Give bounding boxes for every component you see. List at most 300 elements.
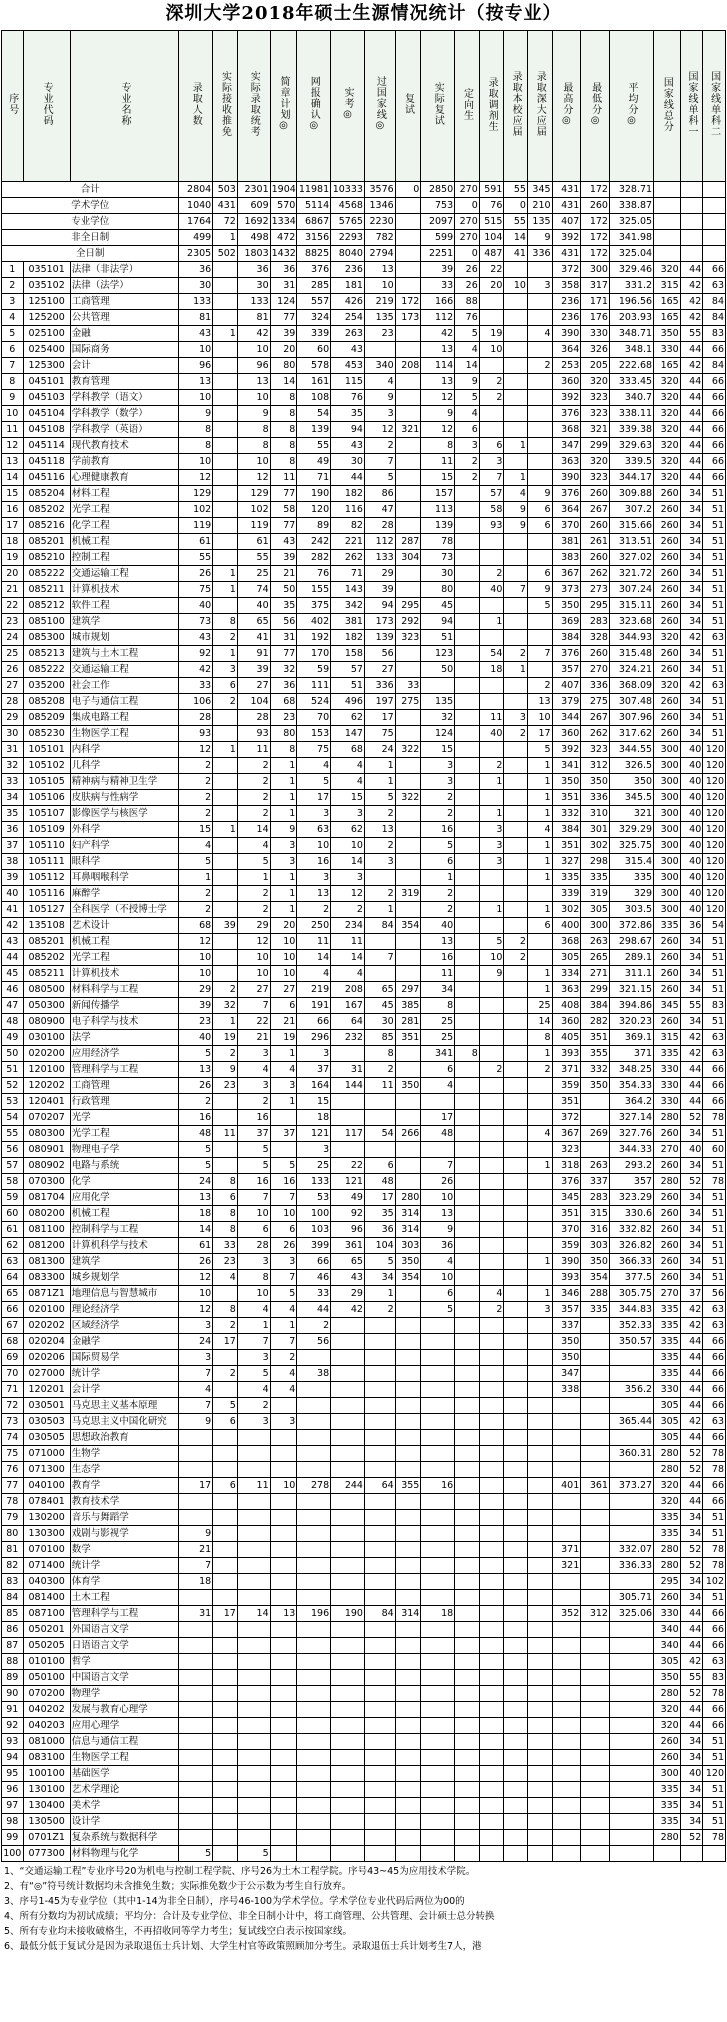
table-cell: 12: [421, 422, 455, 438]
table-cell: 339: [552, 886, 581, 902]
table-cell: [237, 1670, 270, 1686]
table-cell: [395, 1142, 421, 1158]
table-cell: [504, 1110, 528, 1126]
table-cell: [297, 1670, 331, 1686]
table-cell: 11: [237, 742, 270, 758]
table-cell: [213, 1430, 238, 1446]
row-number: 58: [2, 1174, 24, 1190]
table-cell: 44: [680, 374, 703, 390]
table-cell: [527, 1542, 552, 1558]
table-cell: 7: [270, 1334, 297, 1350]
table-cell: 9: [421, 406, 455, 422]
table-cell: [213, 1094, 238, 1110]
table-row: [2, 1766, 726, 1782]
table-cell: [297, 1654, 331, 1670]
table-cell: 58: [479, 502, 504, 518]
summary-cell: 503: [213, 182, 238, 198]
table-cell: 260: [654, 1158, 681, 1174]
table-cell: [455, 790, 480, 806]
table-cell: 298: [581, 854, 610, 870]
table-cell: [364, 1798, 395, 1814]
table-cell: 2: [179, 758, 213, 774]
table-cell: 368: [552, 422, 581, 438]
table-cell: 81: [179, 310, 213, 326]
table-cell: 42: [179, 662, 213, 678]
table-row: [2, 790, 726, 806]
table-cell: 2: [331, 902, 365, 918]
table-cell: 24: [364, 742, 395, 758]
summary-cell: [680, 246, 703, 262]
table-cell: 173: [395, 310, 421, 326]
table-cell: [527, 1622, 552, 1638]
table-cell: 51: [703, 1254, 726, 1270]
table-cell: 260: [654, 1190, 681, 1206]
table-row: [2, 614, 726, 630]
table-cell: 4: [237, 838, 270, 854]
summary-cell: 1040: [179, 198, 213, 214]
table-cell: [479, 1142, 504, 1158]
table-cell: [479, 1206, 504, 1222]
table-cell: [504, 1062, 528, 1078]
table-cell: [395, 1414, 421, 1430]
table-cell: [270, 1814, 297, 1830]
row-number: 59: [2, 1190, 24, 1206]
major-code: 050205: [23, 1638, 70, 1654]
table-cell: [455, 1430, 480, 1446]
table-cell: 39: [421, 262, 455, 278]
major-code: 040300: [23, 1574, 70, 1590]
row-number: 89: [2, 1670, 24, 1686]
table-cell: 351: [552, 790, 581, 806]
table-cell: 5: [179, 1142, 213, 1158]
table-cell: 181: [331, 278, 365, 294]
table-cell: 8: [270, 406, 297, 422]
table-cell: [455, 1782, 480, 1798]
table-cell: 332.07: [609, 1542, 653, 1558]
table-cell: [504, 1318, 528, 1334]
table-cell: [395, 390, 421, 406]
table-cell: [479, 1270, 504, 1286]
table-cell: 78: [421, 534, 455, 550]
table-row: [2, 822, 726, 838]
table-cell: 40: [680, 806, 703, 822]
table-cell: [581, 1686, 610, 1702]
table-cell: 376: [552, 1174, 581, 1190]
table-cell: [552, 1718, 581, 1734]
table-cell: 310: [581, 806, 610, 822]
table-cell: [479, 1430, 504, 1446]
summary-cell: 260: [581, 198, 610, 214]
table-cell: 42: [237, 326, 270, 342]
table-cell: 260: [654, 982, 681, 998]
table-cell: 36: [364, 1222, 395, 1238]
table-cell: 27: [364, 662, 395, 678]
table-cell: 82: [331, 518, 365, 534]
table-cell: [213, 518, 238, 534]
table-cell: 260: [654, 1270, 681, 1286]
row-number: 50: [2, 1046, 24, 1062]
table-cell: 234: [331, 918, 365, 934]
table-cell: 376: [552, 486, 581, 502]
table-cell: 5: [455, 390, 480, 406]
table-cell: 3: [504, 710, 528, 726]
table-cell: 222.68: [609, 358, 653, 374]
table-cell: 30: [331, 454, 365, 470]
table-cell: [331, 1798, 365, 1814]
table-cell: 112: [364, 534, 395, 550]
table-cell: [527, 262, 552, 278]
major-name: 艺术设计: [70, 918, 179, 934]
major-code: 045103: [23, 390, 70, 406]
table-cell: 348.25: [609, 1062, 653, 1078]
table-cell: [364, 1718, 395, 1734]
table-cell: [270, 1718, 297, 1734]
table-cell: 3: [527, 278, 552, 294]
table-cell: [581, 1558, 610, 1574]
table-cell: [270, 1750, 297, 1766]
table-row: [2, 326, 726, 342]
table-cell: 10: [237, 1286, 270, 1302]
table-cell: [213, 534, 238, 550]
row-number: 65: [2, 1286, 24, 1302]
table-cell: 2: [237, 758, 270, 774]
table-cell: 1: [527, 1046, 552, 1062]
table-cell: 56: [270, 614, 297, 630]
table-cell: 13: [421, 934, 455, 950]
table-cell: 120: [703, 870, 726, 886]
major-code: 125200: [23, 310, 70, 326]
row-number: 90: [2, 1686, 24, 1702]
table-cell: [297, 1846, 331, 1862]
table-cell: [609, 1398, 653, 1414]
table-cell: [504, 342, 528, 358]
table-cell: [270, 1110, 297, 1126]
table-cell: 190: [297, 486, 331, 502]
table-cell: [527, 1446, 552, 1462]
major-name: 应用经济学: [70, 1046, 179, 1062]
table-cell: [581, 1462, 610, 1478]
table-cell: 63: [703, 1302, 726, 1318]
table-cell: 3: [479, 822, 504, 838]
table-cell: [455, 1126, 480, 1142]
table-cell: 2: [364, 1062, 395, 1078]
table-cell: 43: [331, 438, 365, 454]
table-cell: [213, 294, 238, 310]
table-cell: 71: [297, 470, 331, 486]
table-cell: 3: [270, 1414, 297, 1430]
table-cell: 120: [703, 822, 726, 838]
table-cell: [479, 1334, 504, 1350]
table-cell: 102: [179, 502, 213, 518]
table-cell: [179, 1654, 213, 1670]
table-cell: 25: [237, 566, 270, 582]
table-cell: 2: [237, 902, 270, 918]
row-number: 53: [2, 1094, 24, 1110]
summary-cell: 172: [581, 182, 610, 198]
table-cell: [395, 1766, 421, 1782]
table-cell: [581, 1750, 610, 1766]
table-cell: [213, 1702, 238, 1718]
table-cell: 124: [421, 726, 455, 742]
table-cell: 11: [270, 470, 297, 486]
table-cell: 305: [654, 1430, 681, 1446]
table-cell: 385: [395, 998, 421, 1014]
table-cell: 147: [331, 726, 365, 742]
table-cell: 2: [179, 1094, 213, 1110]
table-cell: 66: [703, 1094, 726, 1110]
table-cell: 300: [654, 758, 681, 774]
table-cell: [270, 1510, 297, 1526]
table-cell: [395, 1846, 421, 1862]
major-code: 020204: [23, 1334, 70, 1350]
summary-cell: [654, 214, 681, 230]
table-cell: 318: [552, 1158, 581, 1174]
major-name: 建筑学: [70, 1254, 179, 1270]
table-cell: 30: [237, 278, 270, 294]
major-name: 管理科学与工程: [70, 1606, 179, 1622]
major-code: 071300: [23, 1462, 70, 1478]
table-cell: 8: [364, 1046, 395, 1062]
table-cell: [552, 1574, 581, 1590]
summary-cell: [654, 182, 681, 198]
table-cell: 15: [421, 742, 455, 758]
table-cell: [421, 1430, 455, 1446]
table-cell: [179, 1510, 213, 1526]
table-cell: 63: [703, 278, 726, 294]
table-cell: 524: [297, 694, 331, 710]
table-cell: 11: [364, 1078, 395, 1094]
table-cell: 25: [421, 1030, 455, 1046]
major-code: 087100: [23, 1606, 70, 1622]
table-cell: 336.33: [609, 1558, 653, 1574]
table-cell: 34: [680, 486, 703, 502]
table-cell: [609, 1750, 653, 1766]
table-cell: 350: [609, 774, 653, 790]
major-name: 统计学: [70, 1558, 179, 1574]
table-cell: 44: [680, 1478, 703, 1494]
table-cell: 9: [504, 518, 528, 534]
table-cell: [213, 262, 238, 278]
table-cell: 390: [552, 470, 581, 486]
table-row: [2, 422, 726, 438]
table-cell: 35: [331, 406, 365, 422]
table-cell: 1: [364, 902, 395, 918]
column-header-label: 序号: [6, 93, 18, 115]
table-cell: [609, 1830, 653, 1846]
table-cell: 11: [421, 454, 455, 470]
table-cell: [504, 1286, 528, 1302]
table-cell: [421, 1510, 455, 1526]
table-cell: 44: [680, 1398, 703, 1414]
table-cell: [455, 1654, 480, 1670]
table-cell: 13: [297, 886, 331, 902]
table-cell: [552, 1766, 581, 1782]
table-cell: [455, 566, 480, 582]
table-cell: 280: [654, 1110, 681, 1126]
table-cell: 25: [297, 1158, 331, 1174]
table-cell: 10: [179, 950, 213, 966]
table-cell: [237, 1446, 270, 1462]
table-cell: [455, 1702, 480, 1718]
table-cell: 323: [581, 470, 610, 486]
table-cell: [552, 1750, 581, 1766]
table-cell: [179, 1462, 213, 1478]
row-number: 28: [2, 694, 24, 710]
table-cell: 113: [421, 502, 455, 518]
table-cell: 9: [179, 1526, 213, 1542]
table-cell: 3: [479, 854, 504, 870]
table-cell: 115: [331, 374, 365, 390]
major-code: 081000: [23, 1734, 70, 1750]
row-number: 35: [2, 806, 24, 822]
table-cell: 19: [213, 1030, 238, 1046]
table-cell: [364, 1430, 395, 1446]
table-cell: 19: [479, 326, 504, 342]
table-cell: 376: [552, 406, 581, 422]
table-cell: 5: [421, 1302, 455, 1318]
table-cell: 3: [297, 1046, 331, 1062]
table-cell: [395, 838, 421, 854]
table-cell: [581, 1430, 610, 1446]
table-cell: 59: [297, 662, 331, 678]
table-cell: 323.29: [609, 1190, 653, 1206]
table-cell: 299: [581, 438, 610, 454]
table-cell: 332.82: [609, 1222, 653, 1238]
row-number: 98: [2, 1814, 24, 1830]
major-name: 物理电子学: [70, 1142, 179, 1158]
table-cell: 34: [680, 1590, 703, 1606]
table-cell: 5: [364, 1254, 395, 1270]
table-cell: [421, 1350, 455, 1366]
table-cell: 39: [364, 582, 395, 598]
table-cell: 164: [297, 1078, 331, 1094]
column-header: [237, 31, 270, 182]
summary-cell: [654, 230, 681, 246]
table-cell: [395, 566, 421, 582]
table-cell: [421, 1670, 455, 1686]
table-cell: [527, 1734, 552, 1750]
table-cell: 30: [421, 566, 455, 582]
table-cell: 51: [703, 1206, 726, 1222]
table-cell: 304: [395, 550, 421, 566]
column-header: [552, 31, 581, 182]
table-cell: 34: [680, 1798, 703, 1814]
major-code: 105110: [23, 838, 70, 854]
table-row: [2, 486, 726, 502]
table-cell: 331.2: [609, 278, 653, 294]
table-row: [2, 582, 726, 598]
table-cell: [364, 1446, 395, 1462]
table-cell: [297, 1814, 331, 1830]
table-row: [2, 1382, 726, 1398]
table-cell: 371: [552, 1542, 581, 1558]
table-cell: 426: [331, 294, 365, 310]
major-code: 081200: [23, 1238, 70, 1254]
table-cell: [179, 1670, 213, 1686]
table-cell: 34: [680, 614, 703, 630]
major-code: 040203: [23, 1718, 70, 1734]
table-cell: 2: [421, 902, 455, 918]
table-cell: 2: [479, 1062, 504, 1078]
table-cell: [364, 1574, 395, 1590]
table-cell: 360.31: [609, 1446, 653, 1462]
summary-row: [2, 214, 726, 230]
table-cell: 44: [680, 1334, 703, 1350]
table-cell: [213, 1830, 238, 1846]
table-cell: 329.63: [609, 438, 653, 454]
table-cell: 10: [270, 934, 297, 950]
table-cell: [331, 1526, 365, 1542]
table-cell: 25: [527, 998, 552, 1014]
table-cell: 66: [703, 1078, 726, 1094]
table-cell: [331, 1574, 365, 1590]
table-cell: 282: [297, 550, 331, 566]
table-cell: 40: [680, 758, 703, 774]
table-cell: 74: [237, 582, 270, 598]
table-cell: 2: [479, 374, 504, 390]
table-cell: [395, 1654, 421, 1670]
table-cell: 232: [331, 1030, 365, 1046]
table-cell: [331, 1110, 365, 1126]
table-cell: 158: [331, 646, 365, 662]
table-cell: 2: [179, 790, 213, 806]
summary-cell: 2251: [421, 246, 455, 262]
major-name: 法律（非法学）: [70, 262, 179, 278]
table-cell: 32: [270, 662, 297, 678]
table-cell: 52: [680, 1110, 703, 1126]
row-number: 60: [2, 1206, 24, 1222]
table-cell: 402: [297, 614, 331, 630]
major-code: 080500: [23, 982, 70, 998]
summary-cell: 325.04: [609, 246, 653, 262]
table-cell: 5: [421, 838, 455, 854]
table-row: [2, 1782, 726, 1798]
summary-cell: [680, 214, 703, 230]
table-cell: [421, 1798, 455, 1814]
row-number: 24: [2, 630, 24, 646]
summary-cell: 172: [581, 246, 610, 262]
summary-label: 专业学位: [2, 214, 179, 230]
table-cell: [552, 1590, 581, 1606]
table-cell: 7: [179, 1558, 213, 1574]
summary-cell: 392: [552, 230, 581, 246]
summary-cell: 72: [213, 214, 238, 230]
table-cell: [479, 1222, 504, 1238]
table-cell: 344.17: [609, 470, 653, 486]
table-cell: 34: [680, 1238, 703, 1254]
table-cell: 2: [364, 438, 395, 454]
table-cell: 40: [680, 1766, 703, 1782]
table-cell: [527, 1366, 552, 1382]
table-cell: 77: [270, 646, 297, 662]
table-cell: 5: [179, 1158, 213, 1174]
table-row: [2, 294, 726, 310]
table-cell: 1: [213, 1014, 238, 1030]
header-row: [2, 31, 726, 182]
table-cell: 190: [331, 1606, 365, 1622]
table-cell: 26: [179, 566, 213, 582]
major-code: 083100: [23, 1750, 70, 1766]
table-cell: 106: [179, 694, 213, 710]
major-name: 材料科学与工程: [70, 982, 179, 998]
table-cell: 34: [680, 1814, 703, 1830]
table-cell: 33: [421, 278, 455, 294]
table-cell: 344: [552, 710, 581, 726]
table-cell: 68: [179, 918, 213, 934]
table-cell: 355: [581, 1046, 610, 1062]
table-cell: [455, 1238, 480, 1254]
table-cell: [395, 1590, 421, 1606]
